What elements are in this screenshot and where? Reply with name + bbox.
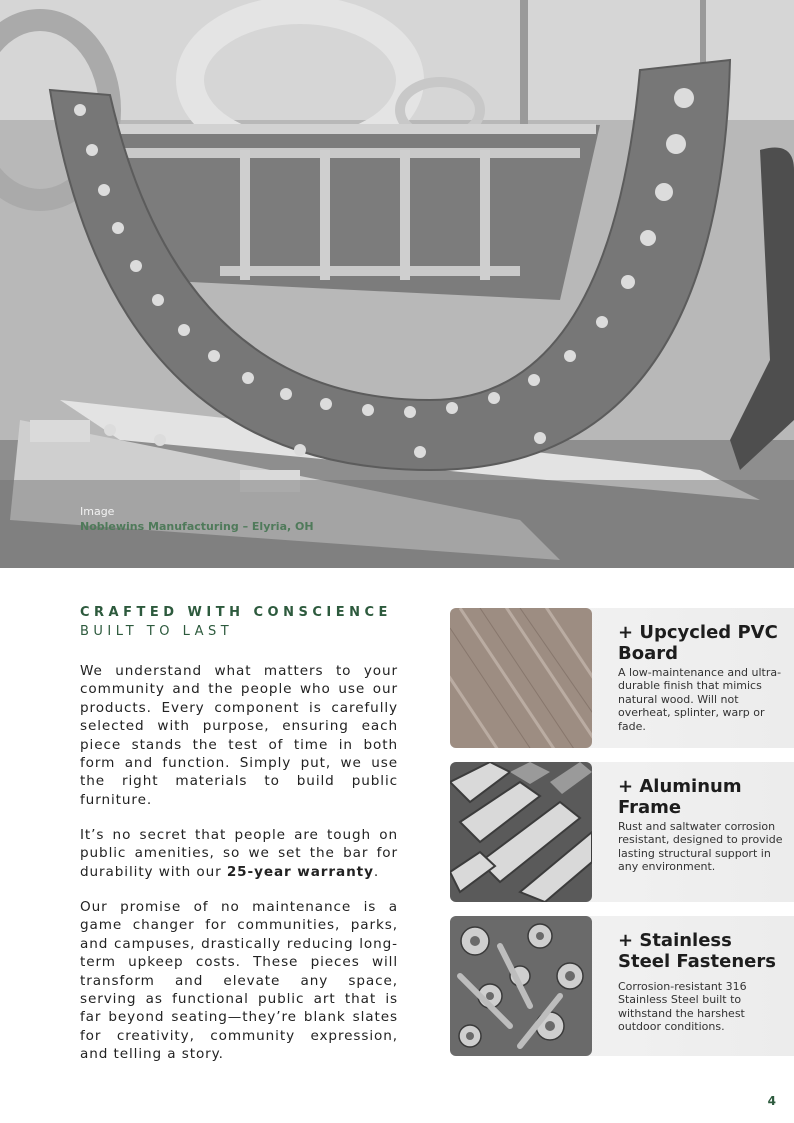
feature-card-aluminum <box>450 762 794 902</box>
feature-card-fasteners <box>450 916 794 1056</box>
page-number: 4 <box>767 1094 776 1108</box>
caption-location: Noblewins Manufacturing – Elyria, OH <box>80 520 314 533</box>
body-paragraph-3: Our promise of no maintenance is a game changer for communities, parks, and campuses, drastically reducing long-term upkeep costs. These pieces will transform and elevate any space, serving as functional public art that is far beyond seating—they’re blank slates for creativity, community expression, and telling a story. <box>80 899 398 1063</box>
section-heading: CRAFTED WITH CONSCIENCE <box>80 605 392 620</box>
feature-description: Rust and saltwater corrosion resistant, designed to provide lasting structural support in any environment. <box>618 820 783 874</box>
section-subheading: BUILT TO LAST <box>80 624 234 639</box>
body-paragraph-1: We understand what matters to your community and the people who use our products. Every component is carefully selected with purpose, ensuring each piece stands the test of time in both form and function. Simply put, we use the right materials to build public furniture. <box>80 663 398 808</box>
p2-text-end: . <box>373 863 380 880</box>
feature-description: A low-maintenance and ultra-durable finish that mimics natural wood. Will not overheat, splinter, warp or fade. <box>618 666 782 733</box>
aluminum-profiles-image <box>450 762 592 902</box>
feature-title: + Stainless Steel Fasteners <box>618 930 776 972</box>
feature-title: + Aluminum Frame <box>618 776 742 818</box>
p2-text-start: It’s no secret that people are tough on public amenities, so we set the bar for durability with our <box>80 827 398 880</box>
feature-description: Corrosion-resistant 316 Stainless Steel built to withstand the harshest outdoor conditions. <box>618 980 747 1034</box>
wood-board-image <box>450 608 592 748</box>
photo-caption <box>80 504 314 534</box>
bolts-nuts-image <box>450 916 592 1056</box>
feature-title: + Upcycled PVC Board <box>618 622 778 664</box>
feature-card-pvc <box>450 608 794 748</box>
body-paragraph-2 <box>80 826 398 881</box>
caption-label: Image <box>80 505 115 518</box>
warranty-highlight: 25-year warranty <box>226 863 374 880</box>
